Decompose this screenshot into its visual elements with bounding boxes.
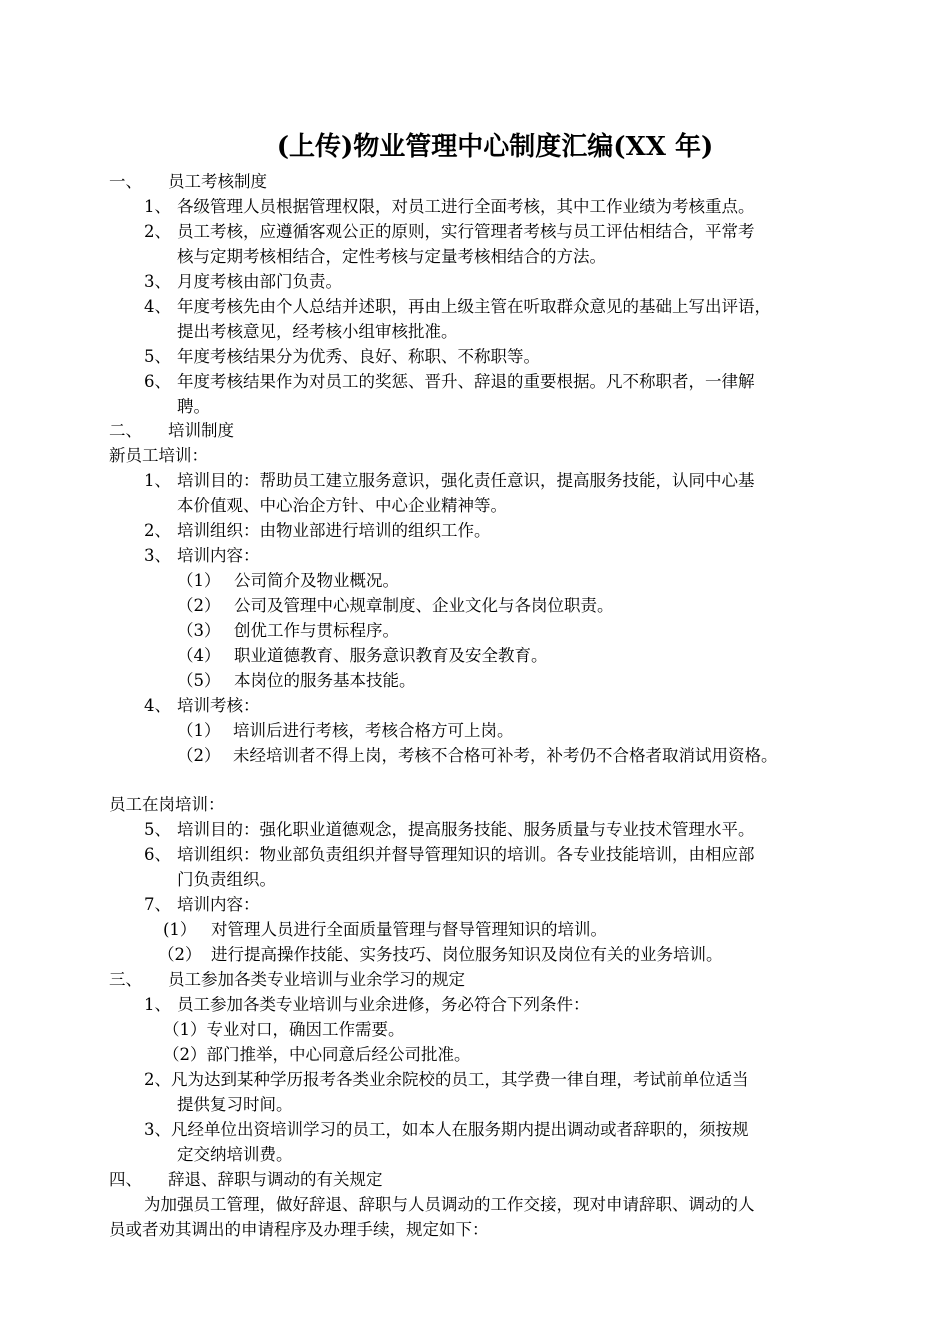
list-item (144, 995, 590, 1015)
section-heading (109, 970, 465, 990)
list-item (144, 197, 755, 217)
sub-item (177, 646, 548, 666)
item-number: 5、 (144, 820, 171, 839)
sub-item (177, 671, 416, 691)
sub-item-number: （2） (177, 746, 221, 765)
item-continuation: 门负责组织。 (177, 870, 276, 889)
item-number: 3、 (144, 272, 171, 291)
item-number: 2、 (144, 521, 171, 540)
item-text: 培训内容： (177, 895, 260, 914)
sub-item-number: （3） (177, 621, 221, 640)
section-title: 员工考核制度 (168, 172, 267, 191)
section-number: 四、 (109, 1170, 142, 1189)
item-text: 年度考核结果分为优秀、良好、称职、不称职等。 (177, 347, 540, 366)
list-item (144, 222, 755, 242)
list-item (144, 297, 771, 317)
item-number: 1、 (144, 471, 171, 490)
section-heading (109, 421, 234, 441)
section-number: 三、 (109, 970, 142, 989)
item-text: 培训目的：强化职业道德观念，提高服务技能、服务质量与专业技术管理水平。 (177, 820, 755, 839)
sub-item-number: （1） (177, 721, 221, 740)
item-number: 4、 (144, 297, 171, 316)
item-continuation: 定交纳培训费。 (177, 1145, 293, 1164)
item-number: 1、 (144, 995, 171, 1014)
sub-item-text: 公司简介及物业概况。 (234, 571, 399, 590)
sub-item-number: （5） (177, 671, 221, 690)
item-number: 6、 (144, 372, 171, 391)
item-number: 1、 (144, 197, 171, 216)
sub-item-text: 本岗位的服务基本技能。 (234, 671, 416, 690)
item-text: 培训目的：帮助员工建立服务意识，强化责任意识，提高服务技能，认同中心基 (177, 471, 755, 490)
sub-item (163, 920, 607, 940)
list-item (144, 272, 342, 292)
item-text: 年度考核先由个人总结并述职，再由上级主管在听取群众意见的基础上写出评语， (177, 297, 771, 316)
sub-item-text: 培训后进行考核，考核合格方可上岗。 (233, 721, 514, 740)
paragraph-line: 员或者劝其调出的申请程序及办理手续，规定如下： (109, 1220, 489, 1239)
item-text: 各级管理人员根据管理权限，对员工进行全面考核，其中工作业绩为考核重点。 (177, 197, 755, 216)
item-continuation: 本价值观、中心治企方针、中心企业精神等。 (177, 496, 507, 515)
item-number: 7、 (144, 895, 171, 914)
item-text: 年度考核结果作为对员工的奖惩、晋升、辞退的重要根据。凡不称职者，一律解 (177, 372, 755, 391)
document-title: (上传)物业管理中心制度汇编(XX 年) (276, 132, 714, 162)
item-number: 2、 (144, 222, 171, 241)
list-item (144, 372, 755, 392)
list-item (144, 521, 491, 541)
list-item (144, 820, 755, 840)
section-title: 辞退、辞职与调动的有关规定 (168, 1170, 383, 1189)
sub-item: （1）专业对口，确因工作需要。 (163, 1020, 405, 1039)
item-text: 培训考核： (177, 696, 260, 715)
section-number: 一、 (109, 172, 142, 191)
list-item (144, 347, 540, 367)
sub-item (177, 571, 399, 591)
paragraph-line: 为加强员工管理，做好辞退、辞职与人员调动的工作交接，现对申请辞职、调动的人 (144, 1195, 755, 1214)
sub-item: （2）部门推举，中心同意后经公司批准。 (163, 1045, 471, 1064)
section-heading (109, 172, 267, 192)
list-item (144, 845, 755, 865)
sub-item-text: 职业道德教育、服务意识教育及安全教育。 (234, 646, 548, 665)
list-item (144, 895, 260, 915)
section-heading (109, 1170, 383, 1190)
item-continuation: 提供复习时间。 (177, 1095, 293, 1114)
item-number: 3、 (144, 546, 171, 565)
item-text: 培训组织：由物业部进行培训的组织工作。 (177, 521, 491, 540)
section-title: 员工参加各类专业培训与业余学习的规定 (168, 970, 465, 989)
item-number: 4、 (144, 696, 171, 715)
sub-item (177, 746, 778, 766)
list-item: 2、凡为达到某种学历报考各类业余院校的员工，其学费一律自理，考试前单位适当 (144, 1070, 749, 1089)
sub-item (177, 596, 614, 616)
sub-item-text: 进行提高操作技能、实务技巧、岗位服务知识及岗位有关的业务培训。 (211, 945, 723, 964)
sub-item-number: （4） (177, 646, 221, 665)
list-item (144, 696, 260, 716)
sub-item (177, 721, 514, 741)
subsection-label: 新员工培训： (109, 446, 208, 465)
sub-item-text: 公司及管理中心规章制度、企业文化与各岗位职责。 (234, 596, 614, 615)
list-item (144, 546, 260, 566)
sub-item (177, 621, 399, 641)
section-title: 培训制度 (168, 421, 234, 440)
item-number: 6、 (144, 845, 171, 864)
list-item: 3、凡经单位出资培训学习的员工，如本人在服务期内提出调动或者辞职的，须按规 (144, 1120, 749, 1139)
sub-item-text: 对管理人员进行全面质量管理与督导管理知识的培训。 (211, 920, 607, 939)
section-number: 二、 (109, 421, 142, 440)
sub-item-text: 创优工作与贯标程序。 (234, 621, 399, 640)
item-number: 5、 (144, 347, 171, 366)
item-text: 月度考核由部门负责。 (177, 272, 342, 291)
item-text: 培训组织：物业部负责组织并督导管理知识的培训。各专业技能培训，由相应部 (177, 845, 755, 864)
sub-item-number: （1） (177, 571, 221, 590)
subsection-label: 员工在岗培训： (109, 795, 225, 814)
item-text: 员工考核，应遵循客观公正的原则，实行管理者考核与员工评估相结合，平常考 (177, 222, 755, 241)
sub-item-number: (1） (163, 920, 197, 939)
item-text: 培训内容： (177, 546, 260, 565)
item-continuation: 聘。 (177, 397, 210, 416)
item-text: 员工参加各类专业培训与业余进修，务必符合下列条件： (177, 995, 590, 1014)
sub-item-number: （2） (177, 596, 221, 615)
sub-item-text: 未经培训者不得上岗，考核不合格可补考，补考仍不合格者取消试用资格。 (233, 746, 778, 765)
item-continuation: 提出考核意见，经考核小组审核批准。 (177, 322, 458, 341)
list-item (144, 471, 755, 491)
sub-item-number: （2） (158, 945, 202, 964)
item-continuation: 核与定期考核相结合，定性考核与定量考核相结合的方法。 (177, 247, 606, 266)
sub-item (158, 945, 723, 965)
